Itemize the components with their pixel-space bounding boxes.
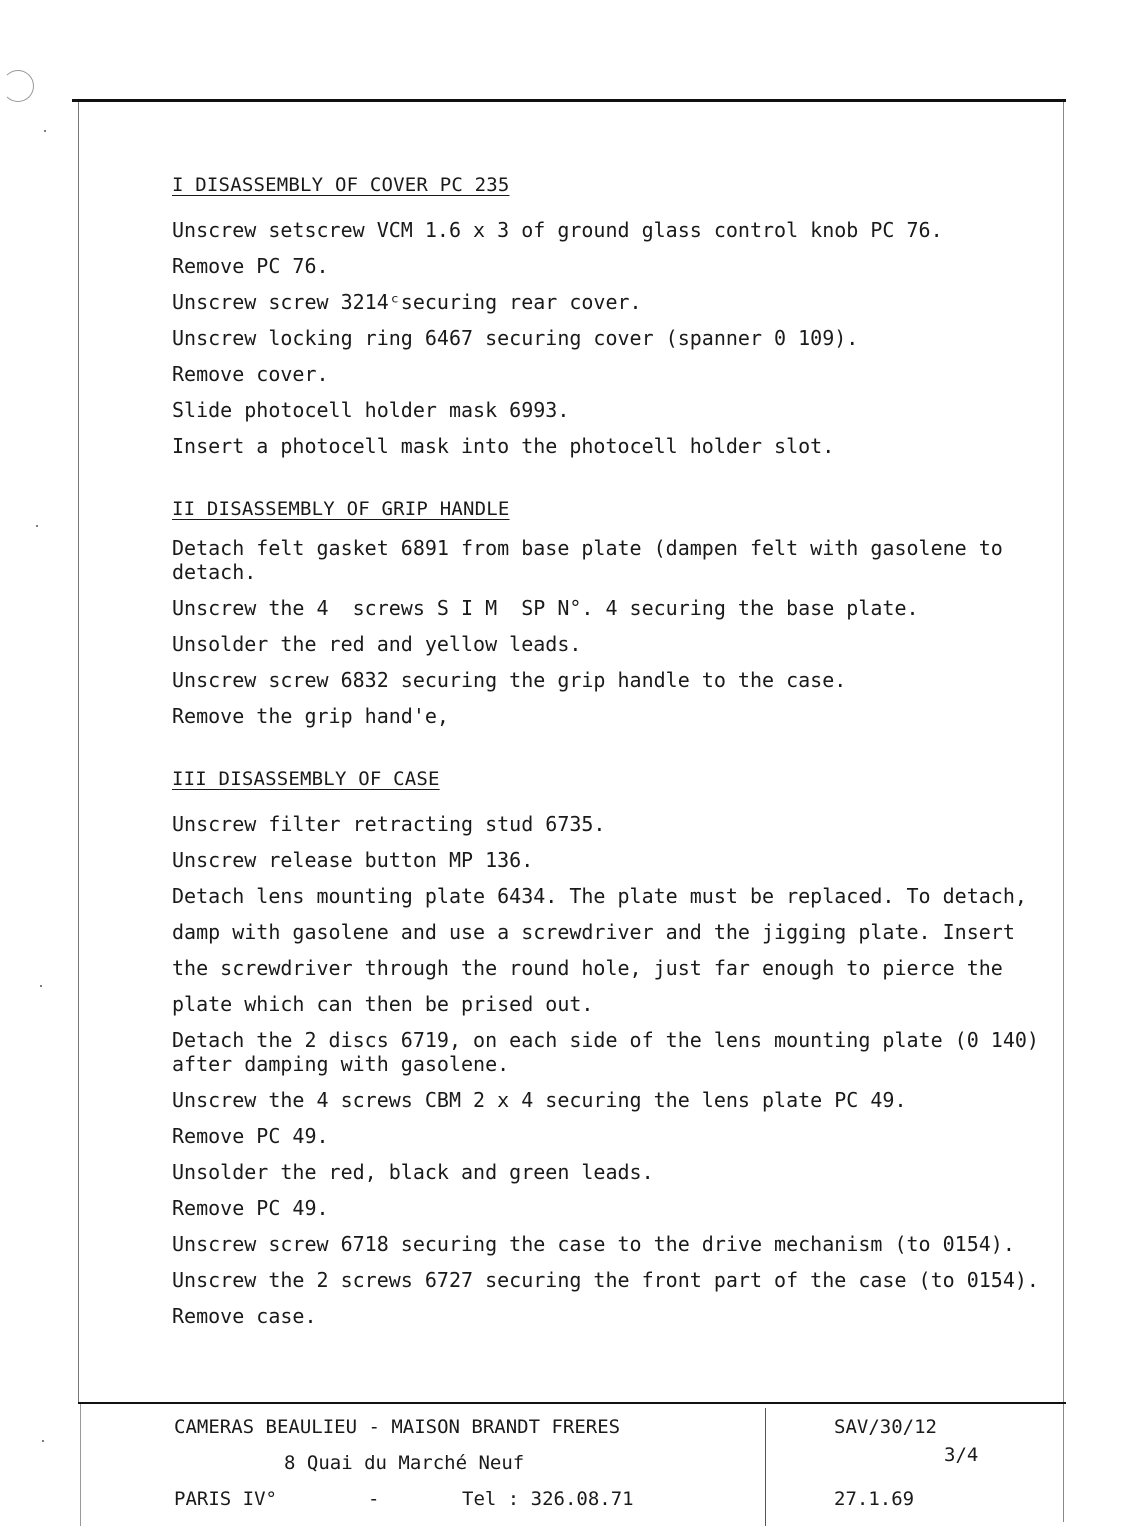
instruction-line: Unscrew screw 6718 securing the case to the drive mechanism (to 0154). — [172, 1232, 1015, 1256]
footer-company: CAMERAS BEAULIEU - MAISON BRANDT FRERES — [174, 1416, 621, 1438]
section-heading: III DISASSEMBLY OF CASE — [172, 768, 440, 790]
footer-left-rule — [80, 1404, 81, 1526]
instruction-line: Detach felt gasket 6891 from base plate (dampen felt with gasolene to detach. — [172, 536, 1015, 584]
section-cover — [172, 170, 1052, 464]
scan-speck — [44, 130, 46, 132]
instruction-line: Unscrew locking ring 6467 securing cover (spanner 0 109). — [172, 326, 859, 350]
instruction-line: Insert a photocell mask into the photocell holder slot. — [172, 434, 835, 458]
footer-reference: SAV/30/12 — [834, 1416, 937, 1438]
instruction-line: Unscrew filter retracting stud 6735. — [172, 812, 606, 836]
instruction-line: Unscrew the 4 screws S I M SP N°. 4 securing the base plate. — [172, 596, 919, 620]
footer-date: 27.1.69 — [834, 1488, 915, 1510]
instruction-line: Remove PC 49. — [172, 1196, 329, 1220]
instruction-line: Remove PC 76. — [172, 254, 329, 278]
instruction-line: Unscrew the 2 screws 6727 securing the front part of the case (to 0154). — [172, 1268, 1039, 1292]
instruction-line: Unscrew screw 6832 securing the grip handle to the case. — [172, 668, 847, 692]
footer-rule — [78, 1402, 1066, 1404]
instruction-paragraph: Detach lens mounting plate 6434. The plate must be replaced. To detach, damp with gasolene and use a screwdriver and the jigging plate. Insert the screwdriver through the round hole, just far enough to pierce the plate which can then be prised out. — [172, 884, 1027, 1016]
right-rule — [1063, 102, 1064, 1522]
instruction-line: Unsolder the red and yellow leads. — [172, 632, 582, 656]
top-rule — [72, 99, 1066, 102]
footer-divider — [765, 1408, 766, 1526]
left-rule — [78, 102, 79, 1402]
section-heading: I DISASSEMBLY OF COVER PC 235 — [172, 174, 510, 196]
document-body — [172, 170, 1052, 1352]
section-heading: II DISASSEMBLY OF GRIP HANDLE — [172, 498, 510, 520]
instruction-line: Remove PC 49. — [172, 1124, 329, 1148]
footer-address: 8 Quai du Marché Neuf — [284, 1452, 525, 1474]
instruction-line: Remove the grip hand'e, — [172, 704, 449, 728]
footer-city: PARIS IV° — [174, 1488, 277, 1510]
instruction-line: Unscrew setscrew VCM 1.6 x 3 of ground glass control knob PC 76. — [172, 218, 943, 242]
instruction-line: Unscrew screw 3214ᶜsecuring rear cover. — [172, 290, 642, 314]
footer-telephone: Tel : 326.08.71 — [462, 1488, 634, 1510]
instruction-line: Unscrew the 4 screws CBM 2 x 4 securing the lens plate PC 49. — [172, 1088, 907, 1112]
section-case — [172, 764, 1052, 1334]
instruction-line: Unscrew release button MP 136. — [172, 848, 534, 872]
scan-speck — [36, 525, 38, 527]
instruction-line: Remove cover. — [172, 362, 329, 386]
instruction-line: Remove case. — [172, 1304, 317, 1328]
punch-hole-mark — [2, 70, 34, 102]
instruction-line: Slide photocell holder mask 6993. — [172, 398, 570, 422]
section-grip-handle — [172, 494, 1052, 734]
instruction-line: Unsolder the red, black and green leads. — [172, 1160, 654, 1184]
scan-speck — [40, 985, 42, 987]
scan-speck — [42, 1440, 44, 1442]
footer-dash: - — [368, 1488, 380, 1510]
instruction-line: Detach the 2 discs 6719, on each side of the lens mounting plate (0 140) after damping with gasolene. — [172, 1028, 1051, 1076]
footer-page-number: 3/4 — [944, 1444, 979, 1466]
